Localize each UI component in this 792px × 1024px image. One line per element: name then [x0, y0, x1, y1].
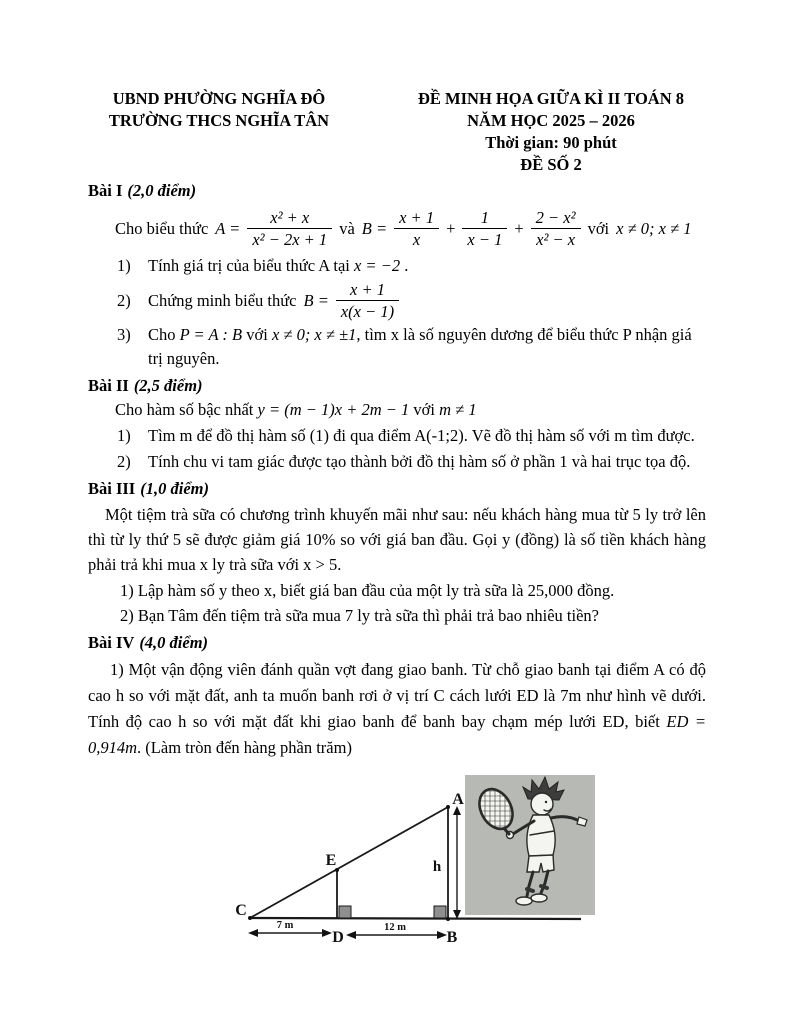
school-block — [94, 88, 344, 176]
bai2-title: Bài II — [88, 376, 129, 395]
bai2-heading — [88, 374, 706, 398]
bai1-item-1: 1) Tính giá trị của biểu thức A tại x = −2 . — [117, 256, 409, 275]
bai2-intro: Cho hàm số bậc nhất y = (m − 1)x + 2m − 1 với m ≠ 1 — [115, 400, 477, 419]
bai1-cond-lead: với — [587, 218, 610, 238]
bai3-points: (1,0 điểm) — [140, 479, 209, 498]
exam-title-block — [396, 88, 706, 176]
fraction-B1: $\frac{x + 1}{x}$ — [394, 208, 439, 249]
bai1-eqB: B = — [361, 218, 388, 238]
exam-number: ĐỀ SỐ 2 — [520, 155, 582, 174]
bai4-title: Bài IV — [88, 633, 135, 652]
label-C: C — [235, 902, 247, 919]
school-line-2: TRƯỜNG THCS NGHĨA TÂN — [108, 111, 330, 130]
label-A: A — [452, 791, 464, 808]
bai1-connector: và — [339, 218, 355, 238]
label-B: B — [446, 929, 458, 946]
fraction-B2: $\frac{1}{x - 1}$ — [462, 208, 507, 249]
exam-title: ĐỀ MINH HỌA GIỮA KÌ II TOÁN 8 — [417, 89, 685, 108]
ground-line — [250, 918, 581, 919]
school-year: NĂM HỌC 2025 – 2026 — [467, 111, 635, 130]
bai4-paragraph: 1) Một vận động viên đánh quần vợt đang giao banh. Từ chỗ giao banh tại điểm A có độ cao h so với mặt đất, anh ta muốn banh rơi ở vị trí C cách lưới ED là 7m như hình vẽ dưới. Tính độ cao h so với mặt đất khi giao banh để banh bay chạm mép lưới ED, biết ED = 0,914m. (Làm tròn đến hàng phần trăm) — [88, 660, 706, 757]
bai1-eqA: A = — [215, 218, 241, 238]
bai1-intro-lead: Cho biểu thức — [115, 218, 209, 238]
label-D: D — [332, 929, 344, 946]
dim-label-12m: 12 m — [384, 922, 406, 933]
bai3-item-2: 2) Bạn Tâm đến tiệm trà sữa mua 7 ly trà sữa thì phải trả bao nhiêu tiền? — [120, 606, 599, 625]
plus-sign: + — [514, 218, 524, 238]
bai2-item-2: 2) Tính chu vi tam giác được tạo thành bởi đồ thị hàm số ở phần 1 và hai trục tọa độ. — [117, 452, 691, 471]
right-angle-marker-D — [339, 906, 351, 918]
bai3-paragraph: Một tiệm trà sữa có chương trình khuyến mãi như sau: nếu khách hàng mua từ 5 ly trở lên thì từ ly thứ 5 sẽ được giảm giá 10% so với giá ban đầu. Gọi y (đồng) là số tiền khách hàng phải trả khi mua x ly trà sữa với x > 5. — [88, 505, 706, 574]
duration: Thời gian: 90 phút — [485, 133, 617, 152]
plus-sign: + — [446, 218, 456, 238]
bai4-points: (4,0 điểm) — [139, 633, 209, 652]
bai2-item-1: 1) Tìm m để đồ thị hàm số (1) đi qua điểm A(-1;2). Vẽ đồ thị hàm số với m tìm được. — [117, 426, 695, 445]
label-E: E — [325, 852, 337, 869]
bai1-points: (2,0 điểm) — [127, 181, 197, 200]
triangle-figure — [230, 765, 650, 965]
player-shoe — [516, 897, 532, 905]
bai3-heading — [88, 477, 706, 501]
bai4-heading — [88, 631, 706, 655]
player-shoe — [531, 894, 547, 902]
school-line-1: UBND PHƯỜNG NGHĨA ĐÔ — [112, 89, 326, 108]
hypotenuse-CA — [250, 807, 448, 918]
bai1-item-3: 3) Cho P = A : B với x ≠ 0; x ≠ ±1, tìm x là số nguyên dương để biểu thức P nhận giá trị nguyên. — [117, 325, 692, 368]
bai1-heading — [88, 179, 706, 203]
bai1-cond-math: x ≠ 0; x ≠ 1 — [616, 218, 692, 238]
bai1-intro-formula — [115, 208, 706, 249]
bai2-points: (2,5 điểm) — [133, 376, 203, 395]
bai3-item-1: 1) Lập hàm số y theo x, biết giá ban đầu của một ly trà sữa là 25,000 đồng. — [120, 581, 615, 600]
figure-labels — [235, 791, 464, 946]
right-angle-marker-B — [434, 906, 446, 918]
fraction-B3: $\frac{\text{2 − x²}}{\text{x² − x}}$ — [531, 208, 581, 249]
fraction-item2: $\frac{x + 1}{x(x - 1)}$ — [336, 280, 399, 321]
bai1-title: Bài I — [88, 181, 123, 200]
exam-header — [88, 88, 706, 176]
bai3-title: Bài III — [88, 479, 136, 498]
bai1-item-2: 2) Chứng minh biểu thức B = $\frac{x + 1}{x(x - 1)}$ — [117, 280, 706, 321]
fraction-A: $\frac{\text{x² + x}}{\text{x² − 2x + 1}}$ — [247, 208, 332, 249]
player-head — [531, 793, 553, 815]
label-h: h — [432, 859, 442, 875]
tennis-player-photo — [465, 775, 595, 915]
dim-label-7m: 7 m — [276, 920, 294, 931]
